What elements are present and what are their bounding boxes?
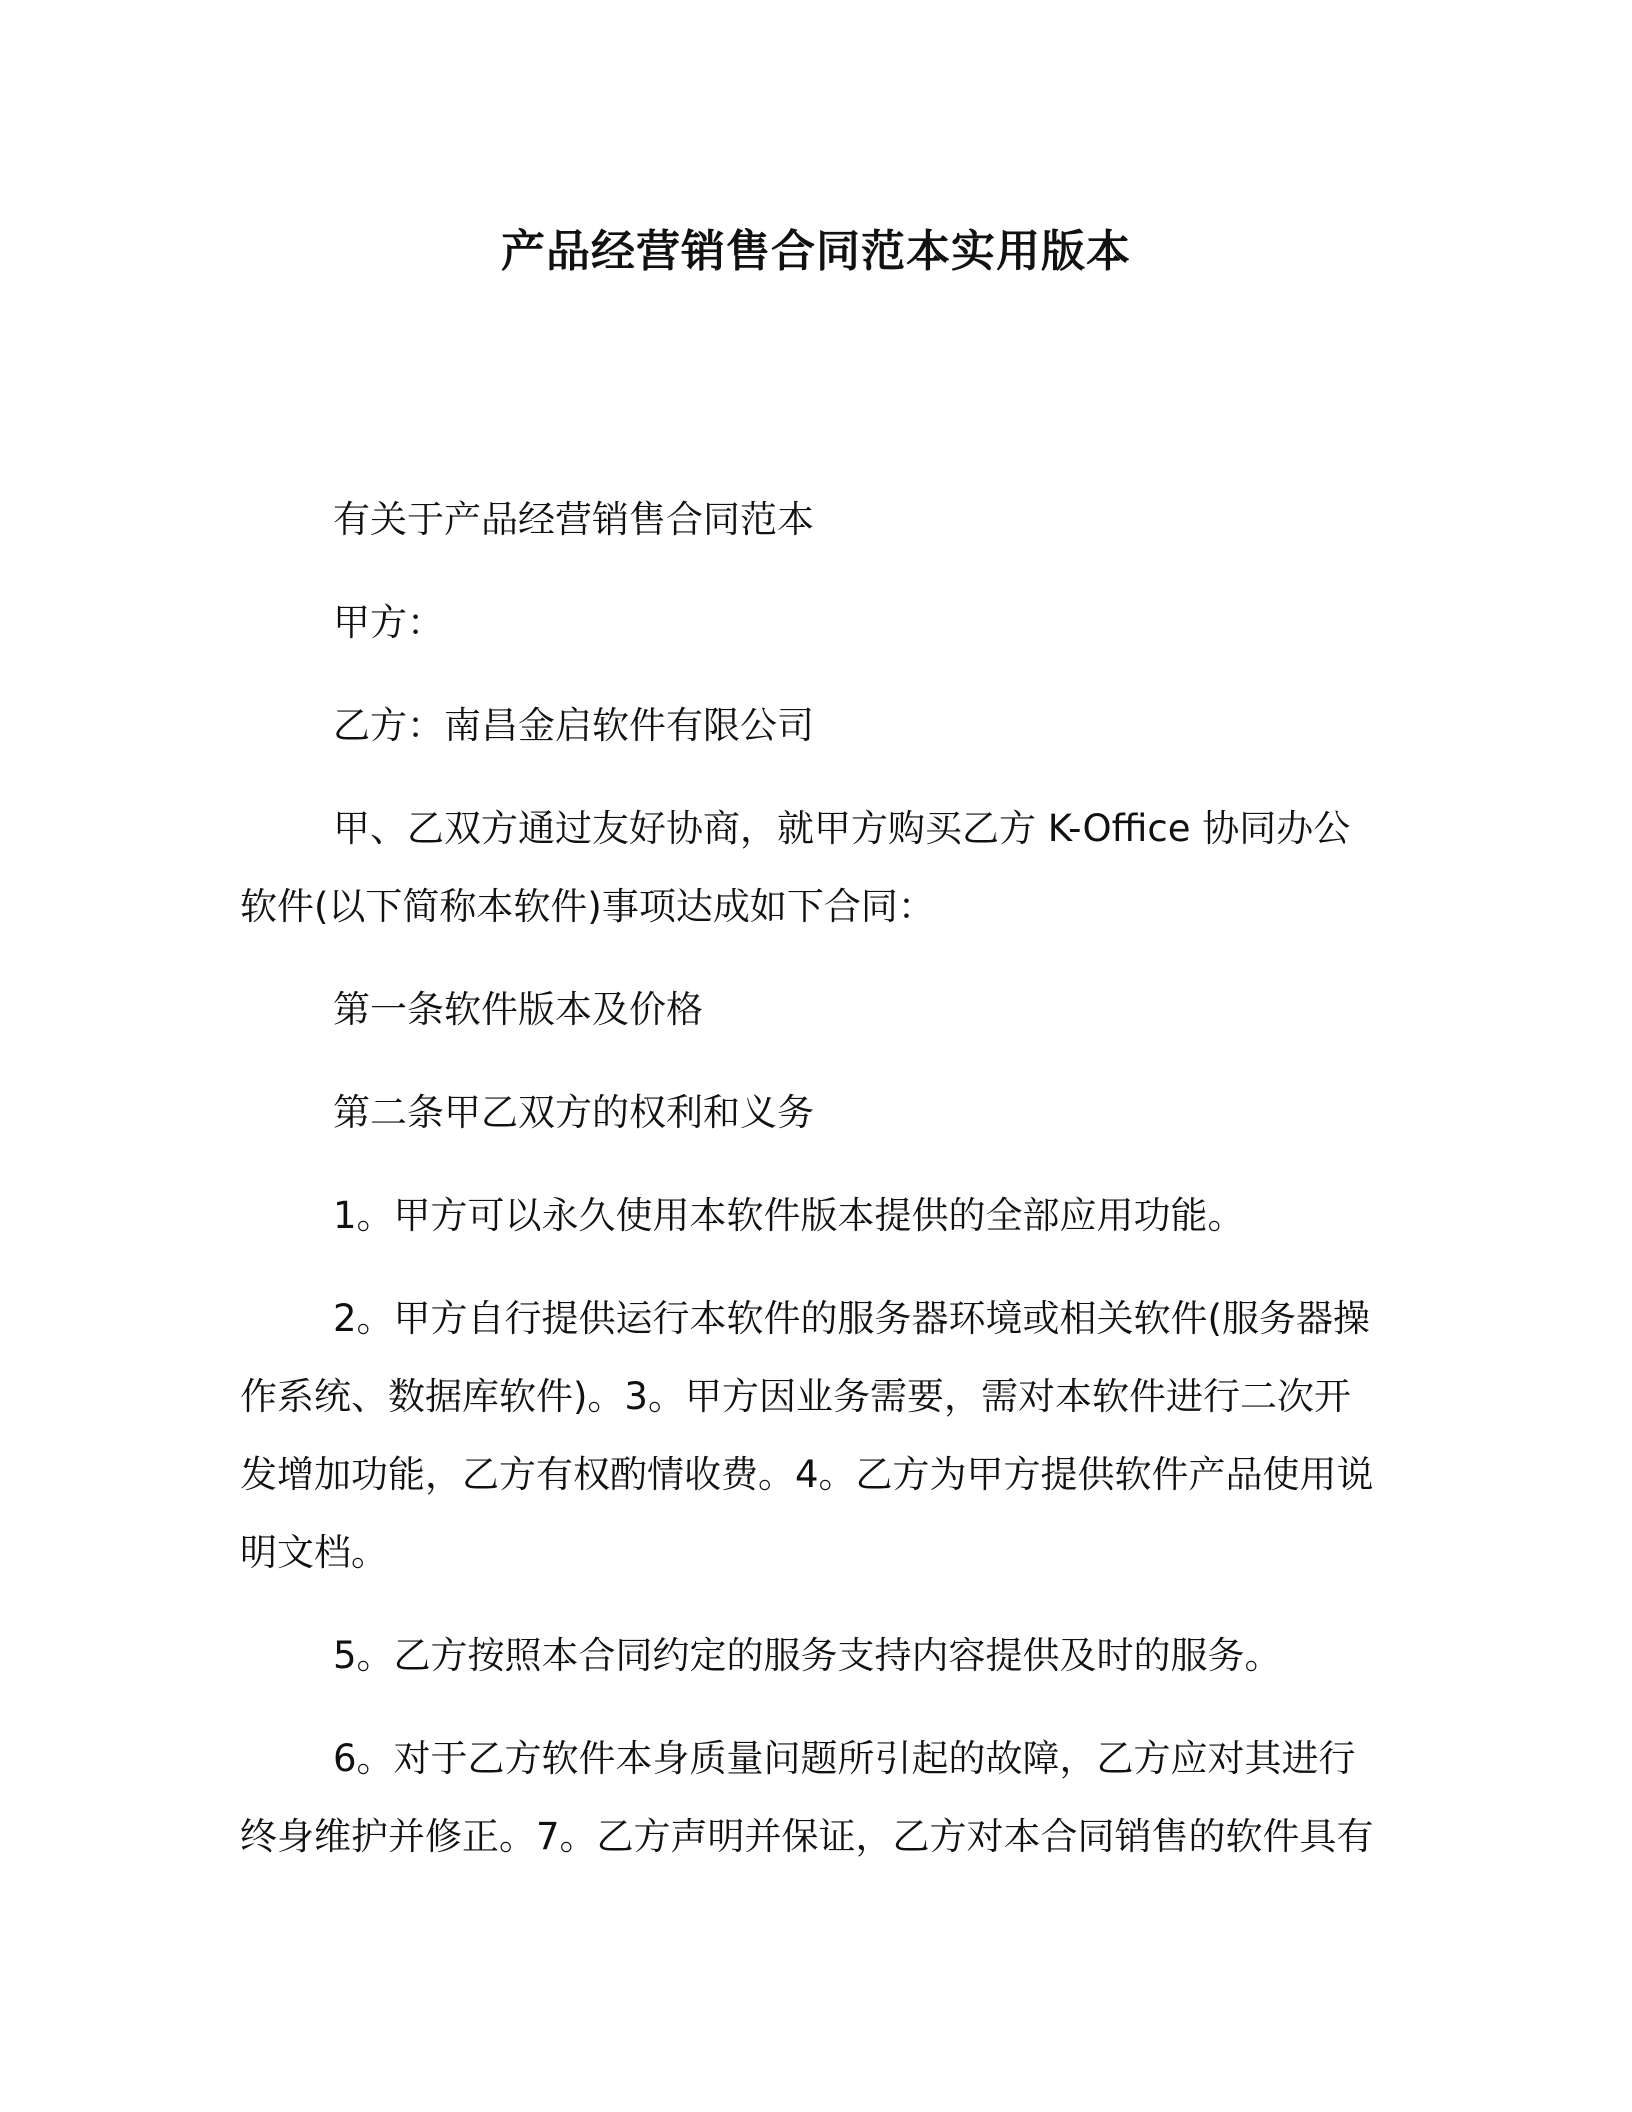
clause-line: 1。甲方可以永久使用本软件版本提供的全部应用功能。 bbox=[333, 1194, 1245, 1237]
article-2-heading: 第二条甲乙双方的权利和义务 bbox=[333, 1091, 814, 1134]
paragraph-line: 甲、乙双方通过友好协商，就甲方购买乙方 K-Office 协同办公 bbox=[333, 807, 1351, 850]
clause-line: 发增加功能，乙方有权酌情收费。4。乙方为甲方提供软件产品使用说 bbox=[240, 1453, 1374, 1496]
party-b-line: 乙方：南昌金启软件有限公司 bbox=[333, 704, 814, 747]
clause-line: 终身维护并修正。7。乙方声明并保证，乙方对本合同销售的软件具有 bbox=[240, 1815, 1374, 1858]
document-title: 产品经营销售合同范本实用版本 bbox=[501, 226, 1131, 277]
clause-line: 2。甲方自行提供运行本软件的服务器环境或相关软件(服务器操 bbox=[333, 1297, 1370, 1340]
party-a-line: 甲方： bbox=[333, 601, 444, 644]
article-1-heading: 第一条软件版本及价格 bbox=[333, 988, 703, 1031]
clause-line: 5。乙方按照本合同约定的服务支持内容提供及时的服务。 bbox=[333, 1634, 1282, 1677]
intro-heading: 有关于产品经营销售合同范本 bbox=[333, 498, 814, 541]
clause-line: 6。对于乙方软件本身质量问题所引起的故障，乙方应对其进行 bbox=[333, 1737, 1356, 1780]
clause-line: 明文档。 bbox=[240, 1531, 388, 1574]
clause-line: 作系统、数据库软件)。3。甲方因业务需要，需对本软件进行二次开 bbox=[240, 1375, 1351, 1418]
paragraph-line: 软件(以下简称本软件)事项达成如下合同： bbox=[240, 885, 935, 928]
